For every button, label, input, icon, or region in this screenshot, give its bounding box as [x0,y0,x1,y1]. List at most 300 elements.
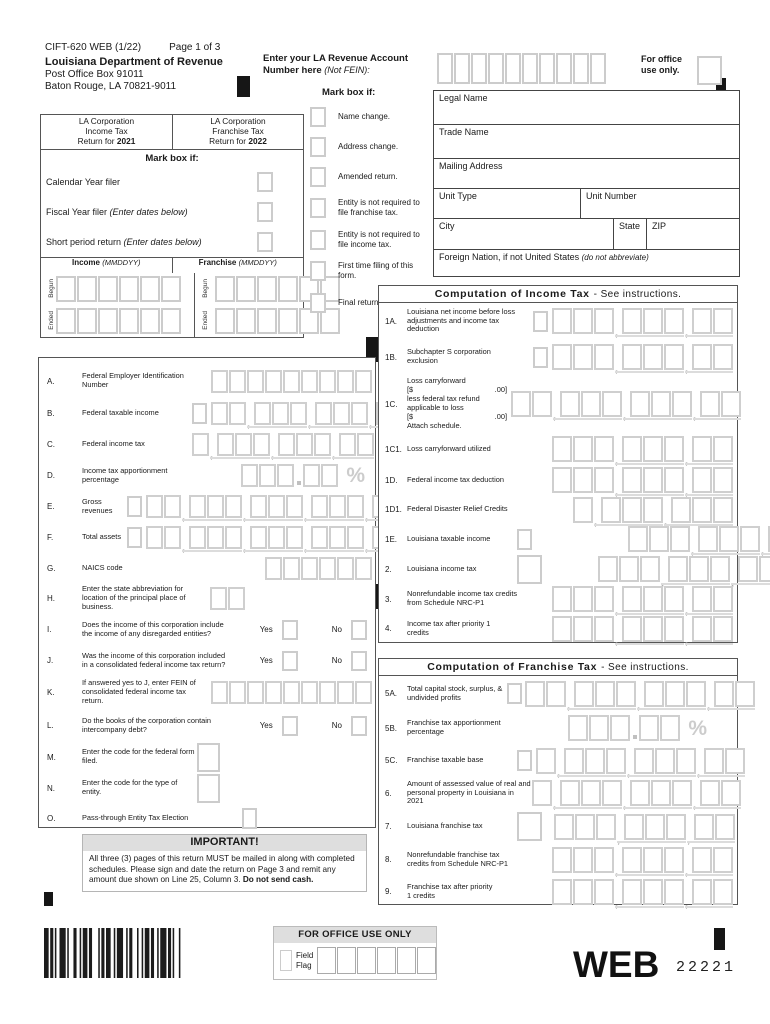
digit-box[interactable] [594,586,614,612]
digit-box[interactable] [598,556,618,582]
digit-box[interactable] [355,557,372,580]
digit-box[interactable] [594,467,614,493]
digit-box[interactable] [189,526,206,549]
digit-box[interactable] [164,526,181,549]
digit-box[interactable] [268,526,285,549]
mark-option [310,256,432,286]
digit-box[interactable] [671,497,691,523]
mark-option-checkbox[interactable] [310,261,326,281]
digit-box[interactable] [272,402,289,425]
mark-option [310,101,432,132]
digit-box[interactable] [560,780,580,806]
digit-box[interactable] [347,495,364,518]
digit-box[interactable] [210,587,227,610]
digit-box[interactable] [645,814,665,840]
digit-box[interactable] [622,497,642,523]
digit-box[interactable] [622,344,642,370]
digit-box[interactable] [713,847,733,873]
digit-box[interactable] [672,391,692,417]
digit-box[interactable] [713,467,733,493]
negative-indicator-box[interactable] [517,555,542,584]
digit-box[interactable] [357,433,374,456]
negative-indicator-box[interactable] [507,683,522,704]
digit-box[interactable] [146,526,163,549]
digit-box[interactable] [225,526,242,549]
date-digit-box[interactable] [278,308,298,334]
digit-box[interactable] [573,308,593,334]
digit-box[interactable] [581,780,601,806]
digit-box[interactable] [301,370,318,393]
date-digit-box[interactable] [140,276,160,302]
digit-box[interactable] [664,436,684,462]
digit-box[interactable] [552,467,572,493]
unit-type-field[interactable]: Unit Type [439,191,477,201]
digit-box[interactable] [207,526,224,549]
digit-box[interactable] [594,308,614,334]
digit-box[interactable] [713,308,733,334]
digit-box[interactable] [337,681,354,704]
date-digit-box[interactable] [215,276,235,302]
digit-box[interactable] [714,681,734,707]
account-digit-box[interactable] [437,53,453,84]
digit-box[interactable] [552,847,572,873]
digit-box[interactable] [692,879,712,905]
date-digit-box[interactable] [161,276,181,302]
digit-box[interactable] [278,433,295,456]
digit-box[interactable] [664,344,684,370]
digit-box[interactable] [630,391,650,417]
digit-box[interactable] [329,495,346,518]
date-digit-box[interactable] [140,308,160,334]
digit-box[interactable] [735,681,755,707]
digit-box[interactable] [301,557,318,580]
digit-box[interactable] [692,847,712,873]
mark-option-checkbox[interactable] [310,230,326,250]
digit-box[interactable] [560,391,580,417]
digit-box[interactable] [355,370,372,393]
digit-box[interactable] [290,402,307,425]
digit-box[interactable] [704,748,724,774]
date-digit-box[interactable] [119,276,139,302]
digit-box[interactable] [536,748,556,774]
digit-box[interactable] [347,526,364,549]
digit-box[interactable] [719,526,739,552]
digit-box[interactable] [283,557,300,580]
mark-option-checkbox[interactable] [310,198,326,218]
digit-box[interactable] [573,879,593,905]
digit-box[interactable] [319,681,336,704]
date-digit-box[interactable] [278,276,298,302]
office-digit-box[interactable] [377,947,396,974]
digit-box[interactable] [235,433,252,456]
account-digit-box[interactable] [454,53,470,84]
mark-option-checkbox[interactable] [310,107,326,127]
digit-box[interactable] [634,748,654,774]
digit-box[interactable] [713,879,733,905]
digit-box[interactable] [676,748,696,774]
digit-box[interactable] [283,370,300,393]
city-field[interactable]: City [439,221,455,231]
digit-box[interactable] [639,715,659,741]
digit-box[interactable] [303,464,320,487]
digit-box[interactable] [619,556,639,582]
comma-separator [304,495,311,518]
digit-box[interactable] [643,308,663,334]
form-row-1C1 [379,433,737,465]
digit-box[interactable] [164,495,181,518]
digit-box[interactable] [311,495,328,518]
digit-box[interactable] [594,616,614,642]
digit-box[interactable] [321,464,338,487]
digit-box[interactable] [573,344,593,370]
yes-checkbox[interactable] [282,620,298,640]
office-digit-box[interactable] [337,947,356,974]
digit-box[interactable] [622,436,642,462]
date-digit-box[interactable] [257,308,277,334]
code-box[interactable] [197,743,220,772]
digit-box[interactable] [277,464,294,487]
digit-box[interactable] [668,556,688,582]
negative-indicator-box[interactable] [192,403,207,424]
digit-box[interactable] [296,433,313,456]
date-digit-box[interactable] [98,276,118,302]
digit-box[interactable] [351,402,368,425]
calendar-year-filer-option [41,167,303,197]
account-digit-box[interactable] [488,53,504,84]
digit-box[interactable] [630,780,650,806]
digit-box[interactable] [594,847,614,873]
digit-box[interactable] [552,879,572,905]
digit-box[interactable] [644,681,664,707]
mark-option-label: Name change. [338,111,391,121]
digit-box[interactable] [721,391,741,417]
digit-box[interactable] [564,748,584,774]
digit-box[interactable] [568,715,588,741]
fiscal-year-checkbox[interactable] [257,202,273,222]
no-checkbox[interactable] [351,716,367,736]
digit-box[interactable] [355,681,372,704]
digit-box[interactable] [594,879,614,905]
digit-box[interactable] [229,681,246,704]
digit-box[interactable] [713,616,733,642]
digit-box[interactable] [649,526,669,552]
digit-box[interactable] [692,616,712,642]
yes-checkbox[interactable] [282,716,298,736]
negative-indicator-box[interactable] [517,529,532,550]
digit-box[interactable] [595,681,615,707]
account-digit-box[interactable] [556,53,572,84]
form-row-G [39,553,375,583]
digit-box[interactable] [713,436,733,462]
digit-box[interactable] [574,681,594,707]
digit-box[interactable] [643,616,663,642]
digit-box[interactable] [640,556,660,582]
negative-indicator-box[interactable] [517,812,542,841]
date-digit-box[interactable] [56,308,76,334]
zip-field[interactable]: ZIP [646,219,739,249]
digit-box[interactable] [643,436,663,462]
digit-box[interactable] [721,780,741,806]
digit-box[interactable] [692,308,712,334]
digit-box[interactable] [253,433,270,456]
digit-box[interactable] [664,847,684,873]
digit-box[interactable] [337,370,354,393]
digit-box[interactable] [700,780,720,806]
digit-box[interactable] [643,344,663,370]
digit-box[interactable] [250,526,267,549]
digit-box[interactable] [738,556,758,582]
digit-box[interactable] [546,681,566,707]
digit-box[interactable] [606,748,626,774]
digit-box[interactable] [585,748,605,774]
office-digit-box[interactable] [317,947,336,974]
digit-box[interactable] [211,370,228,393]
office-digit-box[interactable] [397,947,416,974]
date-digit-box[interactable] [77,308,97,334]
digit-box[interactable] [511,391,531,417]
date-digit-box[interactable] [98,308,118,334]
digit-box[interactable] [314,433,331,456]
digit-box[interactable] [664,467,684,493]
digit-box[interactable] [686,681,706,707]
digit-box[interactable] [189,495,206,518]
account-digit-box[interactable] [590,53,606,84]
digit-box[interactable] [329,526,346,549]
digit-box[interactable] [211,402,228,425]
digit-box[interactable] [601,497,621,523]
registration-mark [714,928,725,950]
yes-checkbox[interactable] [282,651,298,671]
digit-box[interactable] [573,436,593,462]
office-use-box[interactable] [697,56,722,85]
calendar-year-checkbox[interactable] [257,172,273,192]
digit-box[interactable] [664,586,684,612]
digit-group [622,467,685,493]
field-flag-checkbox[interactable] [280,950,292,971]
digit-box[interactable] [339,433,356,456]
digit-box[interactable] [692,344,712,370]
date-digit-box[interactable] [119,308,139,334]
digit-box[interactable] [664,308,684,334]
trade-name-field[interactable]: Trade Name [439,127,489,137]
account-digit-box[interactable] [539,53,555,84]
digit-box[interactable] [666,814,686,840]
digit-box[interactable] [692,436,712,462]
digit-box[interactable] [225,495,242,518]
digit-box[interactable] [715,814,735,840]
digit-box[interactable] [573,847,593,873]
digit-box[interactable] [622,879,642,905]
digit-box[interactable] [672,780,692,806]
digit-box[interactable] [616,681,636,707]
digit-box[interactable] [211,681,228,704]
digit-group [210,587,246,610]
digit-box[interactable] [670,526,690,552]
no-checkbox[interactable] [351,620,367,640]
digit-box[interactable] [250,495,267,518]
digit-box[interactable] [532,391,552,417]
digit-box[interactable] [532,780,552,806]
digit-box[interactable] [333,402,350,425]
digit-box[interactable] [689,556,709,582]
digit-box[interactable] [643,847,663,873]
date-digit-box[interactable] [77,276,97,302]
foreign-nation-field[interactable]: Foreign Nation, if not United States (do not abbreviate) [439,252,649,262]
state-field[interactable]: State [613,219,646,249]
digit-box[interactable] [146,495,163,518]
digit-box[interactable] [610,715,630,741]
digit-box[interactable] [552,616,572,642]
office-digit-box[interactable] [417,947,436,974]
account-digit-box[interactable] [471,53,487,84]
digit-box[interactable] [713,344,733,370]
comma-separator [271,433,278,456]
office-digit-box[interactable] [357,947,376,974]
digit-box[interactable] [228,587,245,610]
digit-box[interactable] [651,780,671,806]
digit-group [714,681,756,707]
form-row-1D1 [379,495,737,524]
negative-indicator-box[interactable] [127,527,142,548]
digit-box[interactable] [643,586,663,612]
digit-box[interactable] [552,308,572,334]
digit-box[interactable] [573,467,593,493]
account-digit-box[interactable] [522,53,538,84]
digit-box[interactable] [660,715,680,741]
account-digit-box[interactable] [573,53,589,84]
account-digit-box[interactable] [505,53,521,84]
digit-box[interactable] [207,495,224,518]
digit-box[interactable] [229,370,246,393]
digit-box[interactable] [624,814,644,840]
date-digit-box[interactable] [56,276,76,302]
digit-box[interactable] [643,497,663,523]
digit-box[interactable] [602,391,622,417]
digit-box[interactable] [552,344,572,370]
code-box[interactable] [197,774,220,803]
digit-box[interactable] [622,586,642,612]
digit-box[interactable] [259,464,276,487]
digit-box[interactable] [713,497,733,523]
digit-box[interactable] [622,616,642,642]
digit-box[interactable] [268,495,285,518]
digit-box[interactable] [622,847,642,873]
digit-box[interactable] [740,526,760,552]
short-period-checkbox[interactable] [257,232,273,252]
digit-box[interactable] [319,370,336,393]
date-digit-box[interactable] [236,276,256,302]
digit-box[interactable] [552,586,572,612]
digit-group [692,436,734,462]
digit-box[interactable] [628,526,648,552]
digit-box[interactable] [217,433,234,456]
digit-box[interactable] [301,681,318,704]
digit-box[interactable] [573,616,593,642]
negative-indicator-box[interactable] [242,808,257,829]
digit-box[interactable] [643,879,663,905]
digit-box[interactable] [247,681,264,704]
mailing-address-field[interactable]: Mailing Address [439,161,503,171]
digit-box[interactable] [665,681,685,707]
negative-indicator-box[interactable] [533,347,548,368]
digit-box[interactable] [573,586,593,612]
digit-box[interactable] [596,814,616,840]
row-label: Enter the code for the federal form filed. [82,747,195,765]
digit-box[interactable] [710,556,730,582]
negative-indicator-box[interactable] [127,496,142,517]
date-digit-box[interactable] [257,276,277,302]
mark-option-checkbox[interactable] [310,167,326,187]
digit-box[interactable] [286,495,303,518]
digit-box[interactable] [265,557,282,580]
digit-box[interactable] [589,715,609,741]
digit-box[interactable] [319,557,336,580]
digit-box[interactable] [315,402,332,425]
digit-box[interactable] [692,467,712,493]
mark-option-checkbox[interactable] [310,137,326,157]
digit-box[interactable] [337,557,354,580]
digit-box[interactable] [525,681,545,707]
digit-box[interactable] [759,556,770,582]
digit-box[interactable] [254,402,271,425]
digit-box[interactable] [247,370,264,393]
form-row-1E [379,524,737,554]
digit-box[interactable] [265,370,282,393]
digit-box[interactable] [575,814,595,840]
digit-box[interactable] [286,526,303,549]
digit-box[interactable] [241,464,258,487]
entry-boxes [127,526,408,549]
digit-box[interactable] [229,402,246,425]
digit-box[interactable] [594,436,614,462]
digit-box[interactable] [725,748,745,774]
digit-box[interactable] [192,433,209,456]
digit-box[interactable] [694,814,714,840]
digit-box[interactable] [713,586,733,612]
digit-box[interactable] [655,748,675,774]
digit-box[interactable] [573,497,593,523]
no-checkbox[interactable] [351,651,367,671]
digit-box[interactable] [700,391,720,417]
digit-box[interactable] [622,308,642,334]
digit-box[interactable] [554,814,574,840]
digit-box[interactable] [643,467,663,493]
digit-box[interactable] [622,467,642,493]
negative-indicator-box[interactable] [517,750,532,771]
digit-box[interactable] [692,586,712,612]
entry-boxes [573,497,734,523]
digit-box[interactable] [265,681,282,704]
digit-box[interactable] [664,879,684,905]
digit-box[interactable] [698,526,718,552]
digit-box[interactable] [594,344,614,370]
digit-box[interactable] [581,391,601,417]
legal-name-field[interactable]: Legal Name [439,93,488,103]
date-digit-box[interactable] [215,308,235,334]
digit-box[interactable] [692,497,712,523]
digit-box[interactable] [602,780,622,806]
digit-box[interactable] [552,436,572,462]
mark-option-checkbox[interactable] [310,293,326,313]
unit-number-field[interactable]: Unit Number [580,189,739,218]
digit-box[interactable] [283,681,300,704]
date-digit-box[interactable] [161,308,181,334]
negative-indicator-box[interactable] [533,311,548,332]
digit-box[interactable] [311,526,328,549]
digit-box[interactable] [664,616,684,642]
digit-box[interactable] [651,391,671,417]
date-digit-box[interactable] [236,308,256,334]
